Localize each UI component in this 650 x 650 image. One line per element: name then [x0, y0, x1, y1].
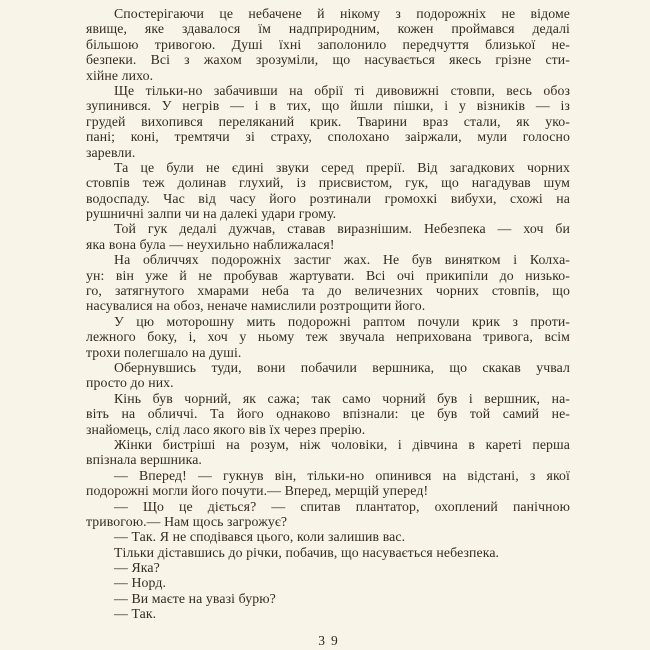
paragraph: [86, 360, 570, 391]
text-line: впізнала вершника.: [86, 452, 202, 468]
paragraph: [86, 314, 570, 360]
text-line: Тільки діставшись до річки, побачив, що насувається небезпека.: [114, 544, 500, 560]
text-line: Ще тільки-но забачивши на обрії ті дивовижні стовпи, весь обоз: [114, 82, 570, 98]
text-line: явище, яке здавалося їм надприродним, кожен проймався дедалі: [86, 21, 570, 37]
paragraph: [86, 252, 570, 314]
paragraph: [86, 499, 570, 530]
text-line: — Так.: [114, 606, 157, 622]
text-line: знайомець, слід ласо якого вів їх через прерію.: [86, 421, 366, 437]
text-line: — Ви маєте на увазі бурю?: [114, 590, 276, 606]
paragraph: [86, 560, 570, 575]
text-line: стовпів теж долинав глухий, із присвистом, гук, що нагадував шум: [86, 175, 570, 191]
text-line: яка вона була — неухильно наближалася!: [86, 236, 335, 252]
text-line: безпеки. Всі з жахом зрозуміли, що насувається якесь грізне сти-: [86, 52, 570, 68]
text-line: — Норд.: [114, 575, 166, 591]
paragraph: [86, 160, 570, 222]
text-line: зупинився. У негрів — і в тих, що йшли пішки, і у візників — із: [86, 98, 570, 114]
text-line: тривогою.— Нам щось загрожує?: [86, 513, 288, 529]
text-line: ун: він уже й не пробував жартувати. Всі очі прикипіли до низько-: [86, 267, 570, 283]
paragraph: [86, 83, 570, 160]
text-line: пані; коні, тремтячи зі страху, сполохано заіржали, мули голосно: [86, 129, 570, 145]
paragraph: [86, 606, 570, 621]
text-line: просто до них.: [86, 375, 174, 391]
text-line: Той гук дедалі дужчав, ставав виразнішим. Небезпека — хоч би: [114, 221, 570, 237]
text-line: лежного боку, і, хоч у ньому теж звучала неприхована тривога, всім: [86, 329, 570, 345]
text-line: Та це були не єдині звуки серед прерії. Від загадкових чорних: [114, 159, 570, 175]
text-line: більшою тривогою. Душі їхні заполонило передчуття близької не-: [86, 36, 570, 52]
paragraph: [86, 575, 570, 590]
paragraph: [86, 437, 570, 468]
text-line: Кінь був чорний, як сажа; так само чорний був і вершник, на-: [114, 390, 570, 406]
text-line: Спостерігаючи це небачене й нікому з подорожніх не відоме: [114, 6, 570, 21]
paragraph: [86, 529, 570, 544]
text-line: віть на обличчі. Та його однаково впізнали: це був той самий не-: [86, 406, 570, 422]
text-line: трохи полегшало на душі.: [86, 344, 242, 360]
paragraph: [86, 545, 570, 560]
page-text-block: [86, 6, 570, 622]
text-line: го, затягнутого хмарами неба та до величезних чорних стовпів, що: [86, 283, 570, 299]
paragraph: [86, 591, 570, 606]
text-line: — Яка?: [114, 560, 160, 576]
text-line: хійне лихо.: [86, 67, 154, 83]
text-line: — Що це діється? — спитав плантатор, охоплений панічною: [114, 498, 570, 514]
text-line: заревли.: [86, 144, 136, 160]
text-line: рушничні залпи чи на далекі удари грому.: [86, 206, 337, 222]
text-line: водоспаду. Час від часу його розтинали громохкі вибухи, схожі на: [86, 190, 570, 206]
text-line: насувалися на обоз, неначе намислили розтрощити його.: [86, 298, 426, 314]
paragraph: [86, 221, 570, 252]
page-number: 39: [318, 633, 344, 648]
text-line: На обличчях подорожніх застиг жах. Не був винятком і Колха-: [114, 252, 570, 268]
paragraph: [86, 391, 570, 437]
text-line: Жінки бистріші на розум, ніж чоловіки, і дівчина в кареті перша: [114, 436, 570, 452]
text-line: Обернувшись туди, вони побачили вершника, що скакав учвал: [114, 359, 570, 375]
text-line: У цю моторошну мить подорожні раптом почули крик з проти-: [114, 313, 570, 329]
text-line: — Вперед! — гукнув він, тільки-но опинився на відстані, з якої: [114, 467, 570, 483]
paragraph: [86, 468, 570, 499]
text-line: — Так. Я не сподівався цього, коли залишив вас.: [114, 529, 406, 545]
text-line: подорожні могли його почути.— Вперед, мерщій уперед!: [86, 483, 429, 499]
text-line: грудей вихопився переляканий крик. Тварини враз стали, як уко-: [86, 113, 570, 129]
paragraph: [86, 6, 570, 83]
